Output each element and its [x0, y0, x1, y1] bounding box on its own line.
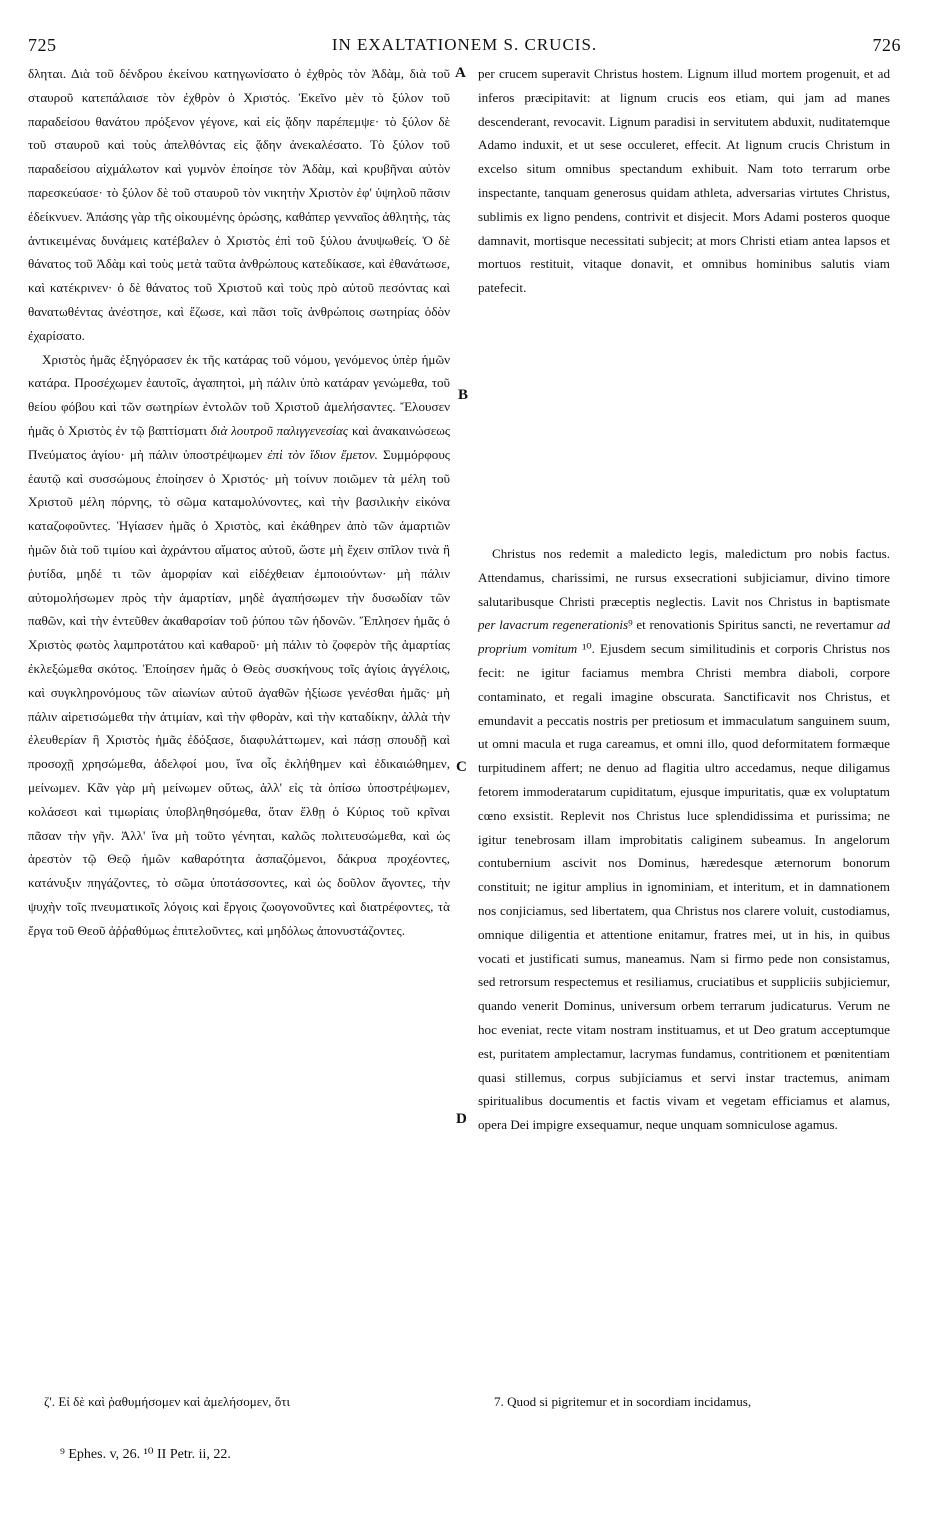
latin-quote: ad proprium vomitum	[478, 617, 890, 657]
latin-paragraph-2	[478, 542, 890, 1137]
greek-section-start: ζ'. Εἰ δὲ καὶ ῥαθυμήσομεν καὶ ἀμελήσομεν, ὅτι	[44, 1394, 291, 1409]
latin-paragraph-1: per crucem superavit Christus hostem. Lignum illud mortem progenuit, et ad inferos præcipitavit: at lignum crucis eos etiam, qui jam ad manes descenderant, revocavit. Lignum paradisi in servitutem abduxit, nuditatemque Adamo induxit, et ut sese occuleret, effecit. At lignum crucis Christum in excelso situm omnibus spectandum exhibuit. Nam toto terrarum orbe inspectante, tanquam generosus quidam athleta, adversarias virtutes Christus, sublimis ex ligno pendens, contrivit et disjecit. Mors Adami posteros quoque damnavit, mortisque necessitati subjecit; at mors Christi etiam antea lapsos et mortuos restituit, vitaque donavit, et omnibus hominibus salutis viam patefecit.	[478, 66, 890, 296]
margin-marker-d: D	[456, 1111, 467, 1127]
latin-text: . Ejusdem secum similitudinis et corporis Christus nos fecit: ne igitur faciamus membra Christi membra diaboli, corpore contaminato, et regali imagine obscurata. Sanctificavit nos Christus, et emundavit a peccatis nostris per pretiosum et immaculatum sanguinem suum, ut omni macula et ruga careamus, et omni illo, quod deformitatem formæque turpitudinem affert; ne denuo ad flagitia ultro accedamus, neque diligamus fetorem immoderatarum cupiditatum, ejusque impuritatis, quæ ex voluptatum cœno exsistit. Replevit nos Christus luce splendidissima et purissima; ne igitur tenebrosam illam improbitatis caliginem subeamus. In angelorum contubernium ascivit nos Dominus, hæredesque æternorum bonorum constituit; ne igitur amplius in ignominiam, et interitum, et in damnationem nos conjiciamus, sed libertatem, qua Christus nos clarere voluit, custodiamus, omnique diligentia et attentione enitamur, fratres mei, ut in his, in quibus vocati et justificati sumus, maneamus. Nam si firmo pede non consistamus, sed retrorsum respectemus et resiliamus, cruciatibus et suppliciis subjiciemur, quando venerit Dominus, universum orbem terrarum judicaturus. Verum ne hoc eveniat, recte vitam nostram instituamus, et ut Deo gratum acceptumque est, puritatem amplectamur, lacrymas fundamus, contritionem et pœnitentiam quasi stillemus, corpus subjiciamus et servi instar tractemus, animam spiritualibus documentis et factis vivam et vegetam efficiamus et alamus, opera Dei impigre exsequamur, neque unquam somniculose agamus.	[478, 641, 890, 1133]
greek-text: Χριστὸς ἡμᾶς ἐξηγόρασεν ἐκ τῆς κατάρας τοῦ νόμου, γενόμενος ὑπὲρ ἡμῶν κατάρα. Προσέχωμεν ἑαυτοῖς, ἀγαπητοὶ, μὴ πάλιν ὑπὸ κατάραν γενώμεθα, τοῦ θείου φόβου καὶ τῶν σωτηρίων ἐντολῶν τοῦ Χριστοῦ ἀμελήσαντες. Ἔλουσεν ἡμᾶς ὁ Χριστὸς ἐν τῷ βαπτίσματι	[28, 351, 450, 438]
margin-marker-c: C	[456, 759, 467, 775]
page-header	[28, 30, 901, 60]
latin-text: et renovationis Spiritus sancti, ne revertamur	[636, 617, 874, 633]
footnote-mark: ¹⁰	[582, 641, 592, 657]
margin-marker-b: B	[458, 387, 469, 403]
greek-text: Συμμόρφους ἑαυτῷ καὶ συσσώμους ἐποίησεν ὁ Χριστός· μὴ τοίνυν ποιῶμεν τὰ μέλη τοῦ Χριστοῦ μέλη πόρνης, τὸ σῶμα καταμολύνοντες, καὶ τὴν βασιλικὴν εἰκόνα καταζοφοῦντες. Ἡγίασεν ἡμᾶς ὁ Χριστὸς, καὶ ἐκάθηρεν ἀπὸ τῶν ἁμαρτιῶν ἡμῶν διὰ τοῦ τιμίου καὶ ἀχράντου αἵματος αὐτοῦ, ὥστε μὴ ἔχειν σπῖλον τινὰ ἢ ῥυτίδα, μηδέ τι τῶν ἀμορφίαν καὶ εἰδέχθειαν ἐμποιούντων· μὴ πάλιν αὐτομολήσωμεν πρὸς τὴν ἁμαρτίαν, μηδὲ ἀγαπήσωμεν τὴν δυσωδίαν τῶν παθῶν, καὶ τὴν ἐντεῦθεν ἀκαθαρσίαν τοῦ ῥύπου τῶν ἡδονῶν. Ἔπλησεν ἡμᾶς ὁ Χριστὸς φωτὸς λαμπροτάτου καὶ καθαροῦ· μὴ πάλιν τὸ ζοφερὸν τῆς ἁμαρτίας ἐκλεξώμεθα σκότος. Ἐποίησεν ἡμᾶς ὁ Θεὸς συσκήνους τοῖς ἁγίοις ἀγγέλοις, καὶ συγκληρονόμους τῶν αἰωνίων αὐτοῦ ἀγαθῶν ἠξίωσε γενέσθαι ἡμᾶς· μὴ πάλιν αἱρετισώμεθα τὴν ἀτιμίαν, καὶ τὴν φθορὰν, καὶ τὴν καταδίκην, ἀλλὰ τὴν ἐλευθερίαν ἣ Χριστὸς ἡμᾶς ἐδόξασε, διαφυλάττωμεν, καὶ πάσῃ σπουδῇ καὶ προσοχῇ χρησώμεθα, ἀδελφοί μου, ἵνα οἷς ἐκλήθημεν καὶ ἐδικαιώθημεν, μείνωμεν. Κἂν γὰρ μὴ μείνωμεν οὕτως, ἀλλ' εἰς τὰ ὀπίσω ὑποστρέψωμεν, κολάσεσι καὶ τιμωρίαις ὑποβληθησόμεθα, ὅταν ἔλθῃ ὁ Κύριος τοῦ κρῖναι πᾶσαν τὴν γῆν. Ἀλλ' ἵνα μὴ τοῦτο γένηται, καλῶς πολιτευσώμεθα, καὶ ὡς ἀρεστὸν τῷ Θεῷ ἡμῶν καθαρότητα ἀσπαζόμενοι, δάκρυα προχέοντες, κατάνυξιν πηγάζοντες, τὸ σῶμα ὑποτάσσοντες, καὶ ὡς δοῦλον ἄγοντες, τὴν ψυχὴν τοῖς πνευματικοῖς λόγοις καὶ ἔργοις ζωογονοῦντες καὶ διατρέφοντες, τὰ ἔργα τοῦ Θεοῦ ἀῤῥαθύμως ἐπιτελοῦντες, καὶ μηδόλως ἀπονυστάζοντες.	[28, 446, 450, 938]
greek-quote: διὰ λουτροῦ παλιγγενεσίας	[210, 422, 349, 438]
running-title: IN EXALTATIONEM S. CRUCIS.	[331, 35, 598, 54]
margin-marker-a: A	[455, 65, 466, 81]
footnotes: ⁹ Ephes. v, 26. ¹⁰ II Petr. ii, 22.	[60, 1447, 231, 1462]
latin-quote: per lavacrum regenerationis	[478, 617, 629, 633]
greek-quote: ἐπὶ τὸν ἴδιον ἔμετον.	[267, 446, 378, 462]
greek-paragraph-1: δληται. Διὰ τοῦ δένδρου ἐκείνου κατηγωνίσατο ὁ ἐχθρὸς τὸν Ἀδὰμ, διὰ τοῦ σταυροῦ κατεπάλαισε τὸν ἐχθρὸν ὁ Χριστός. Ἐκεῖνο μὲν τὸ ξύλον τοῦ παραδείσου θανάτου πρόξενον γέγονε, καὶ εἰς ᾅδην παρέπεμψε· τὸ ξύλον δὲ τοῦ σταυροῦ καὶ τοὺς ἀπελθόντας εἰς ᾅδην ἀνεκαλέσατο. Τὸ ξύλον τοῦ παραδείσου αἰχμάλωτον καὶ γυμνὸν ἐποίησε τὸν Ἀδὰμ, καὶ κρυβῆναι αὐτὸν παρεσκεύασε· τὸ ξύλον δὲ τοῦ σταυροῦ τὸν νικητὴν Χριστὸν ἐφ' ὑψηλοῦ πᾶσιν ἐδείκνυεν. Ἁπάσης γὰρ τῆς οἰκουμένης ὁρώσης, καθάπερ γενναῖος ἀθλητὴς, τὰς ἀντικειμένας δυνάμεις κατέβαλεν ὁ Χριστὸς ἐπὶ τοῦ ξύλου ἀνυψωθείς. Ὁ δὲ θάνατος τοῦ Ἀδὰμ καὶ τοὺς μετὰ ταῦτα ἀνθρώπους κατεδίκασε, καὶ ἐθανάτωσε, καὶ κατέκρινεν· ὁ δὲ θάνατος τοῦ Χριστοῦ καὶ τοὺς πρὸ αὐτοῦ πεσόντας καὶ θανατωθέντας ἀνέστησε, καὶ ἔζωσε, καὶ πᾶσι τοῖς ἀνθρώποις σωτηρίας ὁδὸν ἐχαρίσατο.	[28, 66, 450, 343]
greek-paragraph-2	[28, 348, 450, 943]
footnote-mark: ⁹	[628, 617, 633, 633]
latin-column	[478, 62, 890, 1137]
left-page-number: 725	[28, 34, 57, 55]
latin-text: Christus nos redemit a maledicto legis, maledictum pro nobis factus. Attendamus, charissimi, ne rursus exsecrationi subjiciamur, divino timore salutaribusque Christi præceptis neglectis. Lavit nos Christus in baptismate	[478, 545, 890, 609]
latin-section-start: 7. Quod si pigritemur et in socordiam incidamus,	[494, 1394, 752, 1409]
right-page-number: 726	[872, 34, 901, 55]
greek-text: καὶ ἀνακαινώσεως Πνεύματος ἁγίου· μὴ πάλιν ὑποστρέψωμεν	[28, 422, 450, 462]
greek-column	[28, 62, 450, 942]
